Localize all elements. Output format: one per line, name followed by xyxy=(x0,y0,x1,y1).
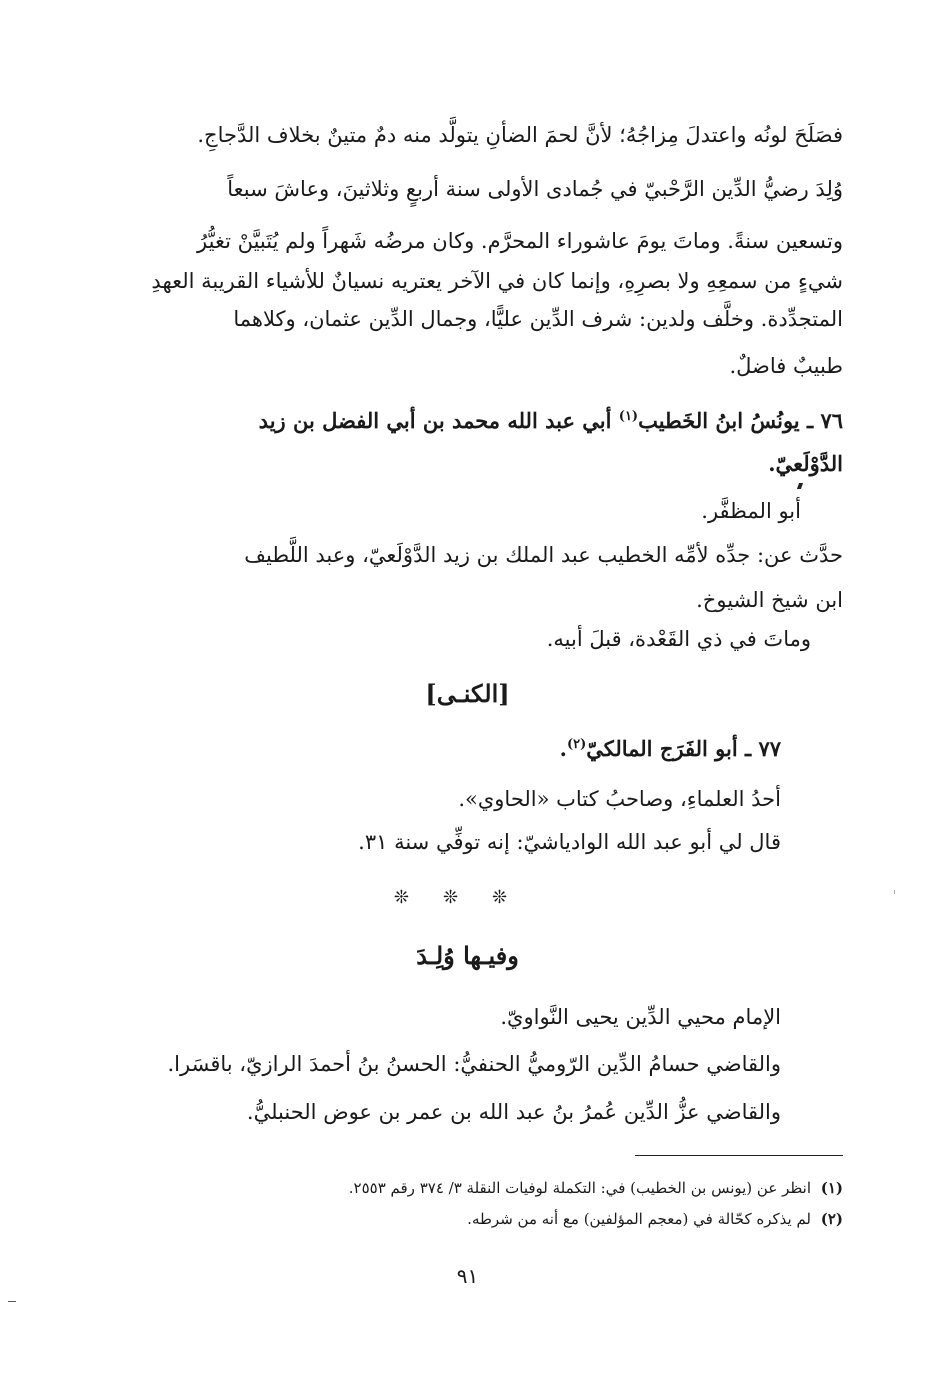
section-separator-stars: ❊❊❊ xyxy=(393,887,542,908)
ink-mark xyxy=(797,483,803,489)
footnote-2-text: لم يذكره كحّالة في (معجم المؤلفين) مع أنه من شرطه. xyxy=(467,1210,811,1228)
entry-76-heading-rest: أبي عبد الله محمد بن أبي الفضل بن زيد xyxy=(258,408,619,433)
section-title-born: وفيـها وُلِـدَ xyxy=(416,941,519,970)
entry-76-heading-line-2: الدَّوْلَعيّ. xyxy=(768,451,843,476)
footnote-1 xyxy=(349,1176,843,1200)
entry-76-line-3: ابن شيخ الشيوخ. xyxy=(696,588,843,612)
body-line-4: شيءٍ من سمعِهِ ولا بصرِهِ، وإنما كان في الآخر يعتريه نسيانٌ للأشياء القريبة العهدِ xyxy=(151,269,843,293)
entry-77-line-1: أحدُ العلماءِ، وصاحبُ كتاب «الحاوي». xyxy=(458,787,781,811)
entry-76-line-4: وماتَ في ذي القَعْدة، قبلَ أبيه. xyxy=(546,627,811,651)
entry-76-kunya: أبو المظفَّر. xyxy=(701,499,801,523)
born-line-1: الإمام محيي الدِّين يحيى النَّواويّ. xyxy=(500,1005,781,1029)
footnote-2 xyxy=(467,1207,843,1231)
born-line-2: والقاضي حسامُ الدِّين الرّوميُّ الحنفيُّ: الحسنُ بنُ أحمدَ الرازيّ، باقسَرا. xyxy=(167,1052,781,1076)
footnote-ref-2: (٢) xyxy=(566,737,587,752)
entry-77-line-2: قال لي أبو عبد الله الوادياشيّ: إنه توفِّي سنة ٣١. xyxy=(358,830,781,854)
entry-76-heading-name: ٧٦ ـ يونُسُ ابنُ الخَطيب xyxy=(638,408,843,433)
footnote-1-number: (١) xyxy=(820,1179,843,1197)
footnote-ref-1: (١) xyxy=(618,409,639,424)
entry-77-heading-end: . xyxy=(559,736,567,761)
body-line-1: فصَلَحَ لونُه واعتدلَ مِزاجُهُ؛ لأنَّ لحمَ الضأنِ يتولَّد منه دمٌ متينٌ بخلاف الدَّجاجِ. xyxy=(197,123,843,147)
section-title-kuna: [الكنـى] xyxy=(425,679,510,708)
footnote-1-text: انظر عن (يونس بن الخطيب) في: التكملة لوفيات النقلة ٣/ ٣٧٤ رقم ٢٥٥٣. xyxy=(348,1179,811,1197)
entry-76-heading xyxy=(259,404,843,438)
body-line-2: وُلِدَ رضيُّ الدِّين الرَّحْبيّ في جُمادى الأولى سنة أربعٍ وثلاثينَ، وعاشَ سبعاً xyxy=(227,177,843,201)
scan-speck xyxy=(8,1301,16,1302)
body-line-5: المتجدِّدة. وخلَّف ولدين: شرف الدِّين عليًّا، وجمال الدِّين عثمان، وكلاهما xyxy=(233,307,843,331)
footnote-separator xyxy=(635,1155,843,1156)
page-number: ٩١ xyxy=(456,1264,479,1288)
body-line-3: وتسعين سنةً. وماتَ يومَ عاشوراء المحرَّم. وكان مرضُه شَهراً ولم يُتَبيَّنْ تغيُّرُ xyxy=(197,229,843,253)
born-line-3: والقاضي عزُّ الدِّين عُمرُ بنُ عبد الله بن عمر بن عوض الحنبليُّ. xyxy=(246,1100,781,1124)
scan-speck-2 xyxy=(894,890,895,894)
footnote-2-number: (٢) xyxy=(820,1210,843,1228)
body-line-6: طبيبٌ فاضلٌ. xyxy=(729,354,843,378)
entry-76-line-2: حدَّث عن: جدِّه لأمِّه الخطيب عبد الملك بن زيد الدَّوْلَعيّ، وعبد اللَّطيف xyxy=(244,543,843,567)
entry-77-heading xyxy=(560,732,781,766)
entry-77-heading-name: ٧٧ ـ أبو الفَرَج المالكيّ xyxy=(586,736,781,761)
